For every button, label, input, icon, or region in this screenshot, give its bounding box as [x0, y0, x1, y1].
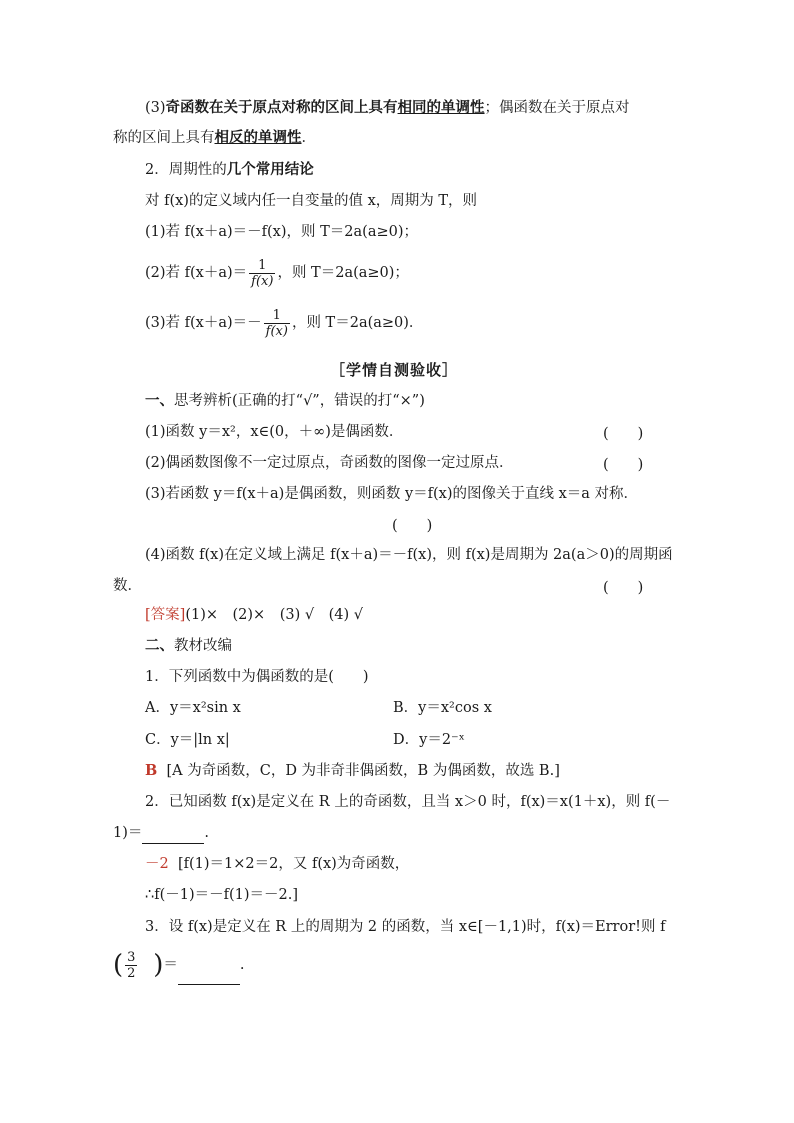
fraction — [125, 950, 137, 981]
part2-number: 二、 — [145, 637, 174, 654]
answer-1 — [145, 761, 560, 781]
question-3: (3)若函数 y＝f(x＋a)是偶函数，则函数 y＝f(x)的图像关于直线 x＝a 对称． — [145, 486, 639, 502]
periodicity-item-2 — [145, 255, 409, 291]
fraction-denominator: f(x) — [251, 273, 274, 289]
item3-prefix: (3)若 f(x＋a)＝－ — [145, 315, 262, 331]
periodicity-item-3 — [145, 305, 423, 341]
item2-suffix: ，则 T＝2a(a≥0)； — [277, 265, 409, 281]
question-2: (2)偶函数图像不一定过原点，奇函数的图像一定过原点． — [145, 455, 514, 471]
part1-title — [145, 391, 425, 411]
even-function-text: ；偶函数在关于原点对 — [484, 100, 630, 116]
question-1: (1)函数 y＝x²，x∈(0，＋∞)是偶函数． — [145, 424, 404, 440]
fraction-denominator: 2 — [127, 965, 136, 981]
answer-2-line-2: ∴f(－1)＝－f(1)＝－2.] — [145, 887, 299, 903]
answer-2-line-1 — [145, 854, 409, 874]
periodicity-intro: 对 f(x)的定义域内任一自变量的值 x，周期为 T，则 — [145, 193, 478, 209]
item3-suffix: ，则 T＝2a(a≥0)． — [291, 315, 424, 331]
self-test-heading: ［学情自测验收］ — [330, 361, 459, 379]
periodicity-item-1: (1)若 f(x＋a)＝－f(x)，则 T＝2a(a≥0)； — [145, 224, 418, 240]
question-4-line-1: (4)函数 f(x)在定义域上满足 f(x＋a)＝－f(x)，则 f(x)是周期为 2a(a＞0)的周期函 — [145, 547, 673, 563]
answer-2-value: －2 — [145, 856, 169, 872]
part2-title-text: 教材改编 — [174, 638, 232, 654]
monotonicity-line-2 — [113, 128, 316, 148]
period-mark: ． — [301, 130, 316, 146]
answer-paren-1: ( ) — [603, 426, 644, 442]
opposite-monotonicity: 相反的单调性 — [214, 129, 302, 146]
answer-blank-2 — [142, 823, 204, 844]
equals-sign: ＝ — [163, 957, 178, 973]
problem-2-text: 1)＝ — [113, 825, 143, 841]
problem-3-line-2: ( $\frac{3}{2}$ )＝ . — [113, 946, 245, 985]
fraction — [264, 308, 290, 339]
problem-3-line-1: 3．设 f(x)是定义在 R 上的周期为 2 的函数，当 x∈[－1,1)时，f(x)＝Error!则 f — [145, 919, 666, 935]
right-paren: ) — [153, 950, 164, 980]
item-number: (3) — [145, 100, 166, 116]
fraction-denominator: f(x) — [265, 323, 288, 339]
option-b: B．y＝x²cos x — [393, 700, 492, 716]
part1-title-text: 思考辨析(正确的打“√”，错误的打“×”) — [174, 393, 425, 409]
same-monotonicity: 相同的单调性 — [397, 99, 485, 116]
monotonicity-line-1 — [145, 98, 630, 118]
section-title-prefix: 2．周期性的 — [145, 162, 227, 178]
answer-line — [145, 605, 363, 625]
section-title-bold: 几个常用结论 — [226, 161, 314, 178]
answer-paren-2: ( ) — [603, 457, 644, 473]
answer-blank-3 — [178, 946, 240, 985]
part2-title — [145, 636, 232, 656]
section-title-periodicity — [145, 160, 314, 180]
problem-2-line-2: 1)＝ . — [113, 823, 209, 844]
answer-1-explanation: [A 为奇函数，C，D 为非奇非偶函数，B 为偶函数，故选 B.] — [166, 763, 560, 779]
left-paren: ( — [113, 950, 124, 980]
fraction-numerator: 1 — [272, 307, 281, 323]
option-a: A．y＝x²sin x — [145, 700, 241, 716]
option-d: D．y＝2⁻ˣ — [393, 732, 465, 748]
answer-text: (1)× (2)× (3) √ (4) √ — [185, 607, 363, 623]
problem-2-line-1: 2．已知函数 f(x)是定义在 R 上的奇函数，且当 x＞0 时，f(x)＝x(1＋x)，则 f(－ — [145, 794, 671, 810]
text-part: 称的区间上具有 — [113, 130, 215, 146]
answer-1-letter: B — [145, 762, 158, 779]
problem-1: 1．下列函数中为偶函数的是( ) — [145, 669, 369, 685]
option-c: C．y＝|ln x| — [145, 732, 230, 748]
question-4-line-2: 数． — [113, 578, 142, 594]
item2-prefix: (2)若 f(x＋a)＝ — [145, 265, 248, 281]
fraction-numerator: 1 — [258, 257, 267, 273]
answer-paren-3: ( ) — [392, 518, 433, 534]
fraction-numerator: 3 — [127, 949, 136, 965]
answer-label: [答案] — [145, 607, 186, 623]
odd-function-text: 奇函数在关于原点对称的区间上具有 — [165, 99, 398, 116]
part1-number: 一、 — [145, 392, 174, 409]
answer-2-explanation: [f(1)＝1×2＝2，又 f(x)为奇函数， — [177, 856, 410, 872]
answer-paren-4: ( ) — [603, 580, 644, 596]
fraction — [249, 258, 275, 289]
